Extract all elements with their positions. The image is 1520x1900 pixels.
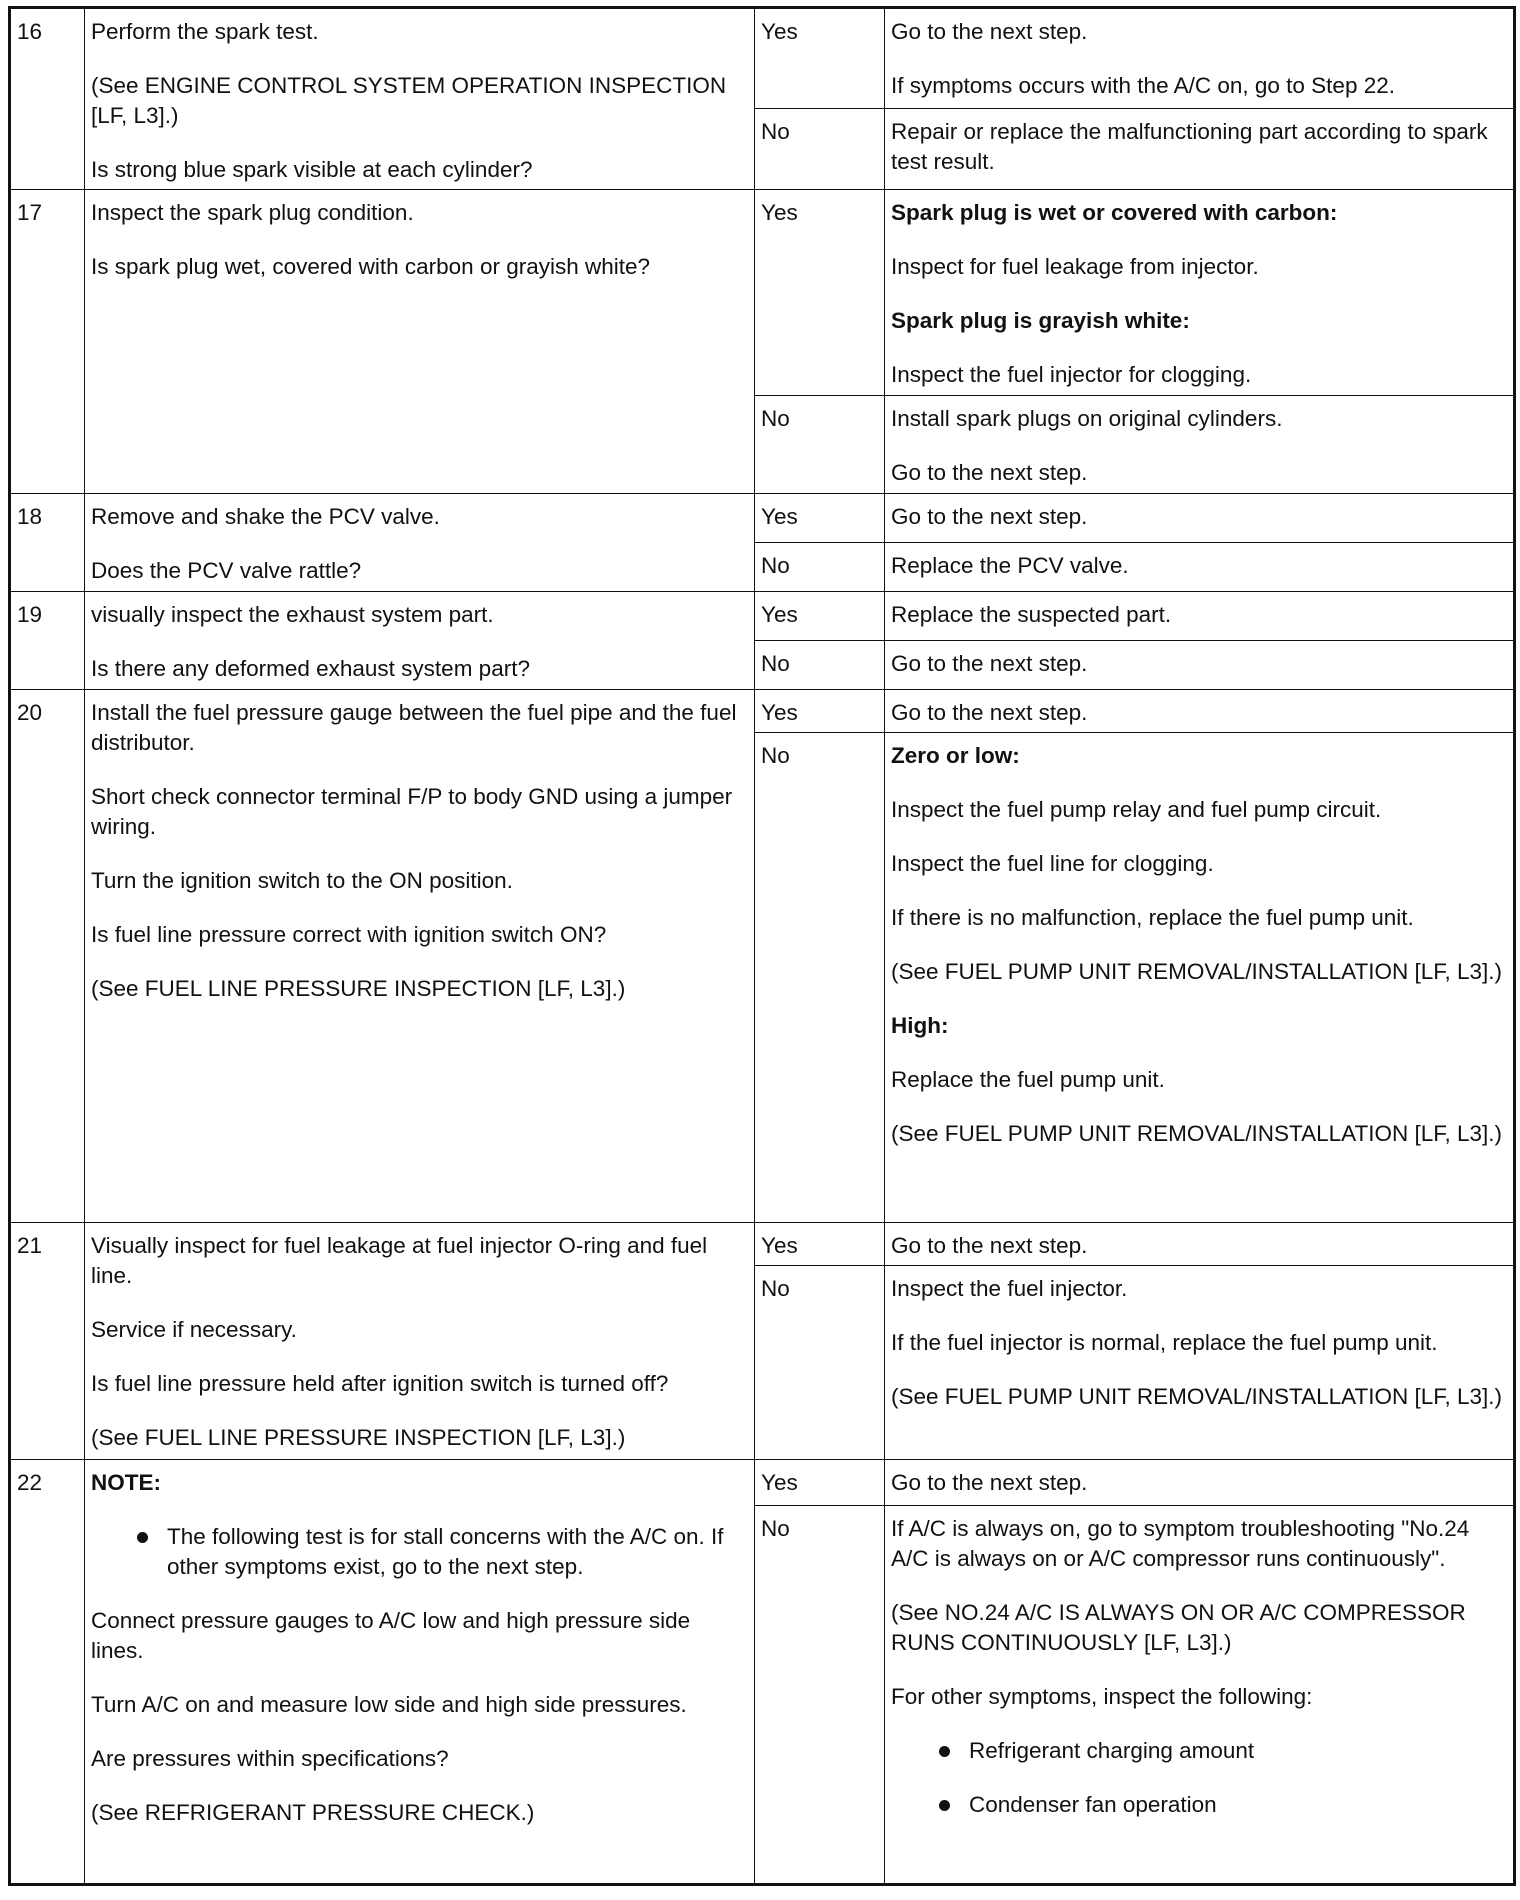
yes-label: Yes: [755, 494, 885, 543]
no-label: No: [755, 733, 885, 1223]
step-number: 18: [10, 494, 85, 592]
result-text: If there is no malfunction, replace the fuel pump unit.: [891, 905, 1414, 930]
result-text: Inspect the fuel injector.: [891, 1276, 1128, 1301]
action-question: Does the PCV valve rattle?: [91, 558, 362, 583]
no-label: No: [755, 641, 885, 690]
step-action: [85, 190, 755, 494]
yes-label: Yes: [755, 690, 885, 733]
step-action: [85, 1223, 755, 1460]
result-heading: Spark plug is grayish white:: [891, 308, 1190, 333]
yes-result: [885, 190, 1515, 396]
action-question: Are pressures within specifications?: [91, 1746, 449, 1771]
result-text: Go to the next step.: [891, 504, 1088, 529]
yes-result: [885, 1223, 1515, 1266]
step-action: [85, 592, 755, 690]
action-text: visually inspect the exhaust system part.: [91, 602, 494, 627]
yes-label: Yes: [755, 1223, 885, 1266]
yes-label: Yes: [755, 592, 885, 641]
action-question: Is there any deformed exhaust system part?: [91, 656, 530, 681]
yes-result: [885, 690, 1515, 733]
result-text: If the fuel injector is normal, replace the fuel pump unit.: [891, 1330, 1438, 1355]
step-action: [85, 1460, 755, 1885]
result-text: Go to the next step.: [891, 1233, 1088, 1258]
step-number: 19: [10, 592, 85, 690]
note-heading: NOTE:: [91, 1470, 161, 1495]
no-label: No: [755, 1506, 885, 1885]
result-text: If symptoms occurs with the A/C on, go to Step 22.: [891, 73, 1395, 98]
result-text: Inspect for fuel leakage from injector.: [891, 254, 1259, 279]
result-text: Go to the next step.: [891, 700, 1088, 725]
no-label: No: [755, 543, 885, 592]
table-row: [10, 494, 1515, 543]
no-result: [885, 109, 1515, 190]
action-text: Install the fuel pressure gauge between the fuel pipe and the fuel distributor.: [91, 700, 737, 755]
action-text: Turn A/C on and measure low side and high side pressures.: [91, 1692, 687, 1717]
action-text: Connect pressure gauges to A/C low and high pressure side lines.: [91, 1608, 691, 1663]
result-heading: Spark plug is wet or covered with carbon:: [891, 200, 1338, 225]
result-text: Inspect the fuel pump relay and fuel pump circuit.: [891, 797, 1382, 822]
step-number: 21: [10, 1223, 85, 1460]
action-question: Is fuel line pressure correct with ignition switch ON?: [91, 922, 607, 947]
result-heading: High:: [891, 1013, 949, 1038]
step-action: [85, 8, 755, 190]
result-reference: (See NO.24 A/C IS ALWAYS ON OR A/C COMPRESSOR RUNS CONTINUOUSLY [LF, L3].): [891, 1600, 1466, 1655]
result-text: Go to the next step.: [891, 1470, 1088, 1495]
yes-result: [885, 592, 1515, 641]
result-text: Replace the suspected part.: [891, 602, 1172, 627]
table-row: [10, 190, 1515, 396]
result-text: Inspect the fuel line for clogging.: [891, 851, 1214, 876]
result-text: Go to the next step.: [891, 651, 1088, 676]
action-reference: (See REFRIGERANT PRESSURE CHECK.): [91, 1800, 535, 1825]
no-result: [885, 641, 1515, 690]
no-label: No: [755, 1266, 885, 1460]
result-reference: (See FUEL PUMP UNIT REMOVAL/INSTALLATION [LF, L3].): [891, 1121, 1502, 1146]
note-bullet: The following test is for stall concerns with the A/C on. If other symptoms exist, go to the next step.: [167, 1522, 748, 1582]
step-number: 22: [10, 1460, 85, 1885]
step-action: [85, 494, 755, 592]
yes-label: Yes: [755, 1460, 885, 1506]
result-text: Replace the fuel pump unit.: [891, 1067, 1165, 1092]
action-question: Is fuel line pressure held after ignition switch is turned off?: [91, 1371, 669, 1396]
action-reference: (See FUEL LINE PRESSURE INSPECTION [LF, L3].): [91, 1425, 626, 1450]
table-row: [10, 8, 1515, 109]
inspection-bullet: Refrigerant charging amount: [969, 1736, 1507, 1766]
action-question: Is strong blue spark visible at each cylinder?: [91, 157, 533, 182]
result-text: Go to the next step.: [891, 460, 1088, 485]
step-action: [85, 690, 755, 1223]
result-text: For other symptoms, inspect the following:: [891, 1684, 1313, 1709]
action-text: Perform the spark test.: [91, 19, 319, 44]
step-number: 20: [10, 690, 85, 1223]
result-text: Inspect the fuel injector for clogging.: [891, 362, 1252, 387]
action-reference: (See ENGINE CONTROL SYSTEM OPERATION INSPECTION [LF, L3].): [91, 73, 727, 128]
action-question: Is spark plug wet, covered with carbon or grayish white?: [91, 254, 651, 279]
yes-result: [885, 8, 1515, 109]
result-text: If A/C is always on, go to symptom troubleshooting "No.24 A/C is always on or A/C compressor runs continuously".: [891, 1516, 1470, 1571]
no-label: No: [755, 109, 885, 190]
no-label: No: [755, 396, 885, 494]
no-result: [885, 396, 1515, 494]
table-row: [10, 1223, 1515, 1266]
step-number: 16: [10, 8, 85, 190]
no-result: [885, 733, 1515, 1223]
note-list: [91, 1522, 748, 1582]
inspection-bullet: Condenser fan operation: [969, 1790, 1507, 1820]
result-heading: Zero or low:: [891, 743, 1020, 768]
action-text: Turn the ignition switch to the ON position.: [91, 868, 513, 893]
action-text: Service if necessary.: [91, 1317, 297, 1342]
yes-result: [885, 1460, 1515, 1506]
action-text: Remove and shake the PCV valve.: [91, 504, 440, 529]
result-text: Repair or replace the malfunctioning part according to spark test result.: [891, 119, 1488, 175]
no-result: [885, 543, 1515, 592]
inspection-list: [891, 1736, 1507, 1820]
yes-result: [885, 494, 1515, 543]
yes-label: Yes: [755, 8, 885, 109]
action-reference: (See FUEL LINE PRESSURE INSPECTION [LF, L3].): [91, 976, 626, 1001]
step-number: 17: [10, 190, 85, 494]
table-row: [10, 592, 1515, 641]
action-text: Inspect the spark plug condition.: [91, 200, 414, 225]
result-reference: (See FUEL PUMP UNIT REMOVAL/INSTALLATION [LF, L3].): [891, 959, 1502, 984]
result-reference: (See FUEL PUMP UNIT REMOVAL/INSTALLATION [LF, L3].): [891, 1384, 1502, 1409]
yes-label: Yes: [755, 190, 885, 396]
diagnostic-procedure-table: [8, 6, 1516, 1886]
result-text: Replace the PCV valve.: [891, 553, 1129, 578]
no-result: [885, 1266, 1515, 1460]
no-result: [885, 1506, 1515, 1885]
action-text: Visually inspect for fuel leakage at fuel injector O-ring and fuel line.: [91, 1233, 708, 1288]
table-row: [10, 690, 1515, 733]
result-text: Install spark plugs on original cylinders.: [891, 406, 1283, 431]
action-text: Short check connector terminal F/P to body GND using a jumper wiring.: [91, 784, 733, 839]
result-text: Go to the next step.: [891, 19, 1088, 44]
table-row: [10, 1460, 1515, 1506]
